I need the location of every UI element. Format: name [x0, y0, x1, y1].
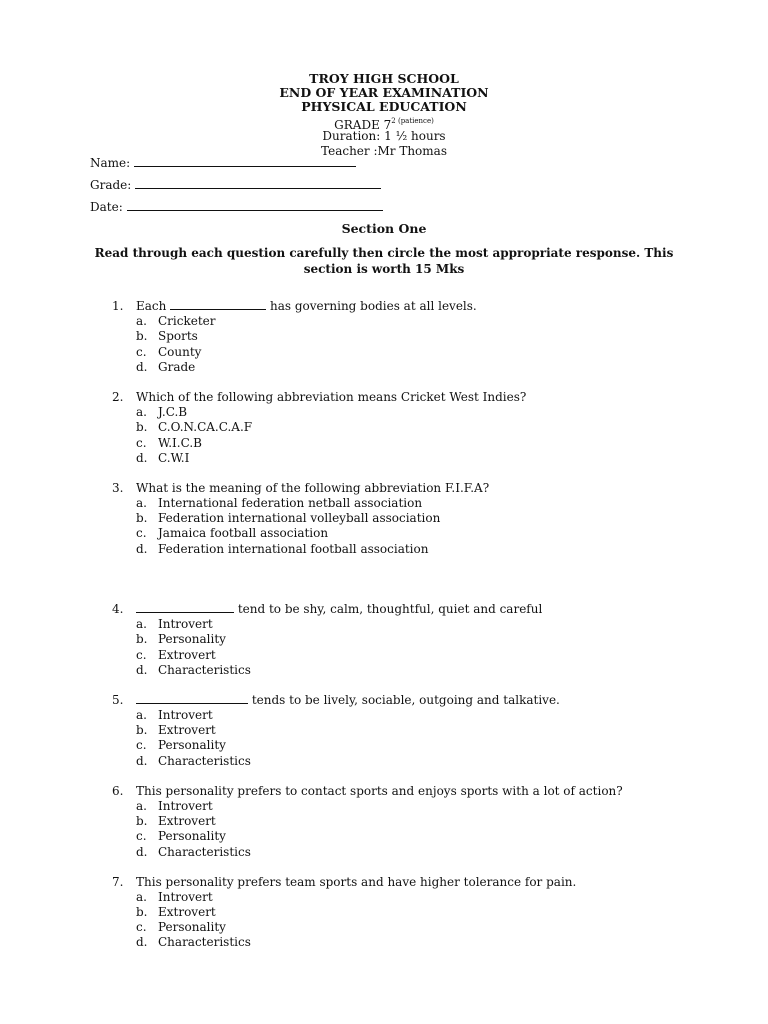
option-letter: d.: [136, 542, 148, 556]
option-text[interactable]: Federation international volleyball association: [158, 511, 441, 525]
option-text[interactable]: Personality: [158, 920, 226, 934]
question-text: This personality prefers team sports and have higher tolerance for pain.: [136, 875, 577, 889]
option-text[interactable]: Cricketer: [158, 314, 216, 328]
section-title: Section One: [341, 221, 427, 236]
option-text[interactable]: Extrovert: [158, 814, 216, 828]
question-number: 4.: [112, 602, 124, 616]
option-letter: d.: [136, 754, 148, 768]
date-field[interactable]: [90, 200, 383, 214]
option-letter: d.: [136, 845, 148, 859]
name-field[interactable]: [90, 156, 356, 170]
exam-title: END OF YEAR EXAMINATION: [279, 85, 489, 100]
grade-entry-line[interactable]: [135, 178, 381, 189]
option-letter: a.: [136, 799, 147, 813]
option-letter: b.: [136, 420, 148, 434]
option-letter: b.: [136, 511, 148, 525]
option-text[interactable]: Personality: [158, 738, 226, 752]
option-text[interactable]: Characteristics: [158, 663, 251, 677]
option-letter: d.: [136, 360, 148, 374]
subject-title: PHYSICAL EDUCATION: [301, 99, 467, 114]
option-text[interactable]: Introvert: [158, 799, 213, 813]
option-text[interactable]: Extrovert: [158, 723, 216, 737]
option-letter: c.: [136, 526, 147, 540]
option-text[interactable]: Personality: [158, 829, 226, 843]
option-letter: b.: [136, 814, 148, 828]
option-text[interactable]: C.O.N.CA.C.A.F: [158, 420, 253, 434]
question-text: This personality prefers to contact sports and enjoys sports with a lot of action?: [136, 784, 623, 798]
option-text[interactable]: Characteristics: [158, 754, 251, 768]
question-text: tends to be lively, sociable, outgoing and talkative.: [136, 693, 560, 707]
teacher: Teacher :Mr Thomas: [321, 144, 447, 158]
date-line[interactable]: [127, 200, 383, 211]
option-text[interactable]: Jamaica football association: [158, 526, 329, 540]
question-number: 7.: [112, 875, 124, 889]
option-letter: b.: [136, 723, 148, 737]
option-text[interactable]: Personality: [158, 632, 226, 646]
option-text[interactable]: Extrovert: [158, 905, 216, 919]
question-number: 1.: [112, 299, 124, 313]
question-number: 2.: [112, 390, 124, 404]
option-letter: c.: [136, 436, 147, 450]
option-letter: d.: [136, 663, 148, 677]
option-letter: a.: [136, 496, 147, 510]
question-number: 3.: [112, 481, 124, 495]
option-letter: d.: [136, 935, 148, 949]
option-letter: c.: [136, 345, 147, 359]
option-letter: c.: [136, 920, 147, 934]
option-letter: b.: [136, 905, 148, 919]
option-letter: a.: [136, 708, 147, 722]
option-letter: c.: [136, 829, 147, 843]
option-letter: a.: [136, 314, 147, 328]
duration: Duration: 1 ½ hours: [322, 129, 446, 143]
option-text[interactable]: Introvert: [158, 617, 213, 631]
answer-blank: [136, 602, 234, 613]
option-text[interactable]: Introvert: [158, 890, 213, 904]
option-text[interactable]: Characteristics: [158, 935, 251, 949]
question-text: Each has governing bodies at all levels.: [136, 299, 477, 313]
school-name: TROY HIGH SCHOOL: [309, 71, 459, 86]
instructions-line-1: Read through each question carefully then circle the most appropriate response. This: [94, 246, 674, 260]
option-text[interactable]: Characteristics: [158, 845, 251, 859]
option-text[interactable]: W.I.C.B: [158, 436, 202, 450]
option-letter: d.: [136, 451, 148, 465]
grade-text: GRADE 7: [334, 118, 392, 132]
name-label: Name:: [90, 156, 131, 170]
date-label: Date:: [90, 200, 123, 214]
option-letter: c.: [136, 648, 147, 662]
answer-blank: [170, 299, 266, 310]
grade-field[interactable]: [90, 178, 381, 192]
option-letter: b.: [136, 632, 148, 646]
option-text[interactable]: C.W.I: [158, 451, 190, 465]
question-number: 6.: [112, 784, 124, 798]
option-text[interactable]: Federation international football association: [158, 542, 429, 556]
option-text[interactable]: Sports: [158, 329, 198, 343]
option-text[interactable]: Grade: [158, 360, 196, 374]
option-text[interactable]: J.C.B: [158, 405, 188, 419]
option-text[interactable]: Introvert: [158, 708, 213, 722]
option-letter: c.: [136, 738, 147, 752]
option-text[interactable]: International federation netball association: [158, 496, 423, 510]
question-text: Which of the following abbreviation means Cricket West Indies?: [136, 390, 527, 404]
option-text[interactable]: Extrovert: [158, 648, 216, 662]
option-text[interactable]: County: [158, 345, 202, 359]
grade-label: Grade:: [90, 178, 132, 192]
answer-blank: [136, 693, 248, 704]
grade-superscript: 2 (patience): [391, 117, 434, 125]
option-letter: a.: [136, 890, 147, 904]
name-line[interactable]: [134, 156, 356, 167]
question-number: 5.: [112, 693, 124, 707]
option-letter: a.: [136, 617, 147, 631]
option-letter: b.: [136, 329, 148, 343]
question-text: tend to be shy, calm, thoughtful, quiet and careful: [136, 602, 542, 616]
question-text: What is the meaning of the following abbreviation F.I.F.A?: [136, 481, 490, 495]
instructions-line-2: section is worth 15 Mks: [303, 262, 465, 276]
option-letter: a.: [136, 405, 147, 419]
